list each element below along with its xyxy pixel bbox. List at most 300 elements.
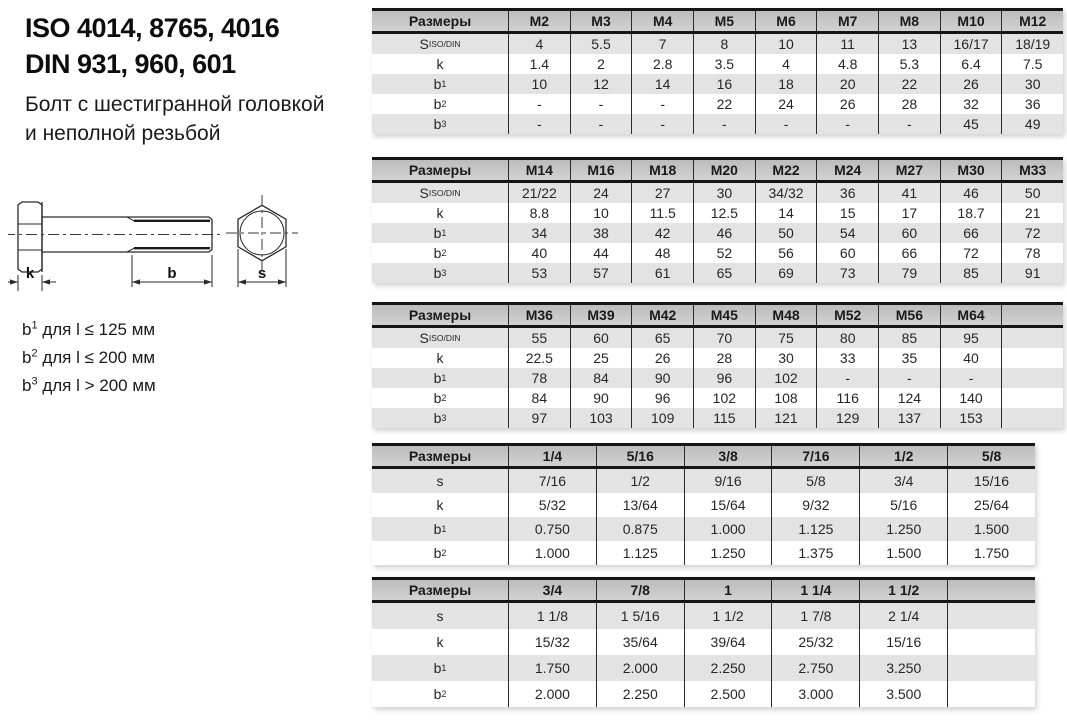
value-cell: 85 — [878, 328, 940, 348]
row-label: k — [436, 634, 444, 650]
column-header-M10: M10 — [940, 11, 1002, 31]
value-cell: - — [508, 94, 570, 114]
value-cell: 10 — [570, 203, 632, 223]
value-cell: 66 — [940, 223, 1002, 243]
value-cell: 103 — [570, 408, 632, 428]
value-cell: 40 — [508, 243, 570, 263]
table-row — [372, 203, 1063, 223]
column-header-1: 1 — [684, 580, 772, 600]
column-header-M2: M2 — [508, 11, 570, 31]
value-cell: 72 — [940, 243, 1002, 263]
value-cell: 9/32 — [771, 493, 859, 517]
value-cell: - — [816, 368, 878, 388]
value-cell-empty — [1001, 348, 1063, 368]
value-cell: 1.750 — [947, 541, 1035, 565]
bolt-technical-drawing — [8, 185, 323, 315]
iso-standards-line: ISO 4014, 8765, 4016 — [25, 13, 280, 43]
table-row — [372, 183, 1063, 203]
table-row — [372, 629, 1035, 655]
value-cell: 1/2 — [596, 469, 684, 493]
value-cell: 16 — [693, 74, 755, 94]
value-cell: 73 — [816, 263, 878, 283]
table-row — [372, 408, 1063, 428]
value-cell: 1 1/2 — [684, 603, 772, 629]
value-cell: 21/22 — [508, 183, 570, 203]
value-cell: 36 — [816, 183, 878, 203]
table-row — [372, 469, 1035, 493]
value-cell: 38 — [570, 223, 632, 243]
value-cell: 78 — [1001, 243, 1063, 263]
description-line-1: Болт с шестигранной головкой — [25, 93, 325, 116]
value-cell: 2.250 — [596, 681, 684, 707]
value-cell: 25 — [570, 348, 632, 368]
value-cell: 61 — [631, 263, 693, 283]
column-header-1-2: 1/2 — [859, 446, 947, 466]
value-cell: 45 — [940, 114, 1002, 134]
column-header-M7: M7 — [816, 11, 878, 31]
table-row — [372, 681, 1035, 707]
value-cell: 2 1/4 — [859, 603, 947, 629]
column-header-M36: M36 — [508, 305, 570, 325]
value-cell: 60 — [816, 243, 878, 263]
value-cell: 12 — [570, 74, 632, 94]
value-cell: 15/16 — [859, 629, 947, 655]
value-cell: 1.125 — [596, 541, 684, 565]
value-cell-empty — [1001, 388, 1063, 408]
row-label: b 2 — [433, 245, 447, 261]
value-cell: 79 — [878, 263, 940, 283]
value-cell: 84 — [570, 368, 632, 388]
column-header-M6: M6 — [755, 11, 817, 31]
row-label: b 1 — [433, 370, 447, 386]
value-cell: 1.375 — [771, 541, 859, 565]
value-cell: 1.500 — [947, 517, 1035, 541]
value-cell: - — [878, 114, 940, 134]
value-cell: 3.250 — [859, 655, 947, 681]
table-row — [372, 517, 1035, 541]
column-header-M20: M20 — [693, 160, 755, 180]
value-cell: 40 — [940, 348, 1002, 368]
table-row — [372, 114, 1063, 134]
table-row — [372, 34, 1063, 54]
b-dimension — [132, 255, 212, 287]
value-cell: 21 — [1001, 203, 1063, 223]
footnote-b2: $b^2$ для l ≤ 200 мм — [22, 347, 156, 367]
value-cell: 46 — [693, 223, 755, 243]
k-dimension — [8, 265, 56, 291]
value-cell: 65 — [631, 328, 693, 348]
value-cell: 1.750 — [508, 655, 596, 681]
value-cell: 95 — [940, 328, 1002, 348]
value-cell: 115 — [693, 408, 755, 428]
value-cell: 15/32 — [508, 629, 596, 655]
value-cell: 5/8 — [771, 469, 859, 493]
table-row — [372, 541, 1035, 565]
value-cell: 54 — [816, 223, 878, 243]
column-header-M14: M14 — [508, 160, 570, 180]
column-header-M18: M18 — [631, 160, 693, 180]
value-cell: 8 — [693, 34, 755, 54]
value-cell: 3/4 — [859, 469, 947, 493]
value-cell: 14 — [631, 74, 693, 94]
row-label: b 3 — [433, 265, 447, 281]
value-cell: 97 — [508, 408, 570, 428]
value-cell: 5.5 — [570, 34, 632, 54]
dimensions-table-metric-m14-m33 — [372, 157, 1063, 283]
column-header-M56: M56 — [878, 305, 940, 325]
value-cell: 13/64 — [596, 493, 684, 517]
column-header-M30: M30 — [940, 160, 1002, 180]
value-cell: 3.5 — [693, 54, 755, 74]
k-dimension-label: k — [25, 265, 35, 282]
value-cell: - — [816, 114, 878, 134]
table-header-row — [372, 446, 1035, 469]
value-cell: 109 — [631, 408, 693, 428]
value-cell: 8.8 — [508, 203, 570, 223]
value-cell: 2 — [570, 54, 632, 74]
value-cell: 17 — [878, 203, 940, 223]
value-cell: 26 — [631, 348, 693, 368]
value-cell: 15/64 — [684, 493, 772, 517]
dimensions-table-metric-m2-m12 — [372, 8, 1063, 134]
value-cell: 34 — [508, 223, 570, 243]
sizes-header-cell: Размеры — [408, 13, 472, 29]
value-cell-empty — [1001, 408, 1063, 428]
value-cell: 56 — [755, 243, 817, 263]
value-cell: 66 — [878, 243, 940, 263]
value-cell: 30 — [755, 348, 817, 368]
value-cell: 33 — [816, 348, 878, 368]
value-cell: 53 — [508, 263, 570, 283]
value-cell: 116 — [816, 388, 878, 408]
column-header-1-4: 1/4 — [508, 446, 596, 466]
value-cell: 18.7 — [940, 203, 1002, 223]
value-cell: - — [693, 114, 755, 134]
value-cell: 137 — [878, 408, 940, 428]
value-cell: 5/16 — [859, 493, 947, 517]
value-cell: 108 — [755, 388, 817, 408]
value-cell-empty — [1001, 328, 1063, 348]
table-row — [372, 388, 1063, 408]
value-cell: 48 — [631, 243, 693, 263]
value-cell: 26 — [940, 74, 1002, 94]
column-header-M27: M27 — [878, 160, 940, 180]
value-cell: 6.4 — [940, 54, 1002, 74]
row-label: b 1 — [433, 76, 447, 92]
value-cell: 4 — [755, 54, 817, 74]
column-header-M22: M22 — [755, 160, 817, 180]
value-cell: 35/64 — [596, 629, 684, 655]
value-cell: 4 — [508, 34, 570, 54]
value-cell-empty — [1001, 368, 1063, 388]
column-header-M12: M12 — [1001, 11, 1063, 31]
value-cell: 65 — [693, 263, 755, 283]
sizes-header-cell: Размеры — [408, 162, 472, 178]
value-cell: 75 — [755, 328, 817, 348]
value-cell-empty — [947, 603, 1035, 629]
sizes-header-cell: Размеры — [408, 307, 472, 323]
row-label: k — [436, 497, 444, 513]
value-cell: 7/16 — [508, 469, 596, 493]
row-label: b 2 — [433, 96, 447, 112]
value-cell: 44 — [570, 243, 632, 263]
column-header-empty — [1001, 305, 1063, 325]
value-cell: 11.5 — [631, 203, 693, 223]
column-header-M33: M33 — [1001, 160, 1063, 180]
sizes-header-cell: Размеры — [408, 448, 472, 464]
value-cell: - — [570, 94, 632, 114]
value-cell-empty — [947, 655, 1035, 681]
s-dimension-label: s — [257, 265, 267, 282]
value-cell: 22 — [693, 94, 755, 114]
value-cell: 85 — [940, 263, 1002, 283]
column-header-M52: M52 — [816, 305, 878, 325]
value-cell: 15/16 — [947, 469, 1035, 493]
value-cell: 1.250 — [859, 517, 947, 541]
value-cell: 0.875 — [596, 517, 684, 541]
column-header-M3: M3 — [570, 11, 632, 31]
value-cell: 16/17 — [940, 34, 1002, 54]
value-cell: - — [508, 114, 570, 134]
value-cell: 5/32 — [508, 493, 596, 517]
row-label: b 1 — [433, 521, 447, 537]
dimensions-table-inch-large — [372, 577, 1035, 707]
value-cell: 78 — [508, 368, 570, 388]
row-label: S ISO/DIN — [419, 330, 461, 346]
row-label: b 2 — [433, 390, 447, 406]
value-cell: 90 — [570, 388, 632, 408]
value-cell: 124 — [878, 388, 940, 408]
value-cell: 42 — [631, 223, 693, 243]
value-cell: 28 — [693, 348, 755, 368]
row-label: s — [436, 473, 444, 489]
value-cell: 1 1/8 — [508, 603, 596, 629]
value-cell: 1.125 — [771, 517, 859, 541]
value-cell: 20 — [816, 74, 878, 94]
row-label: b 1 — [433, 225, 447, 241]
column-header-1-1-2: 1 1/2 — [859, 580, 947, 600]
value-cell: 3.000 — [771, 681, 859, 707]
value-cell: - — [631, 94, 693, 114]
value-cell-empty — [947, 681, 1035, 707]
value-cell: 91 — [1001, 263, 1063, 283]
value-cell: 30 — [693, 183, 755, 203]
product-description — [25, 90, 324, 148]
value-cell: 22 — [878, 74, 940, 94]
bolt-head-end-view — [226, 195, 298, 271]
value-cell: 2.250 — [684, 655, 772, 681]
value-cell: 46 — [940, 183, 1002, 203]
table-header-row — [372, 305, 1063, 328]
row-label: S ISO/DIN — [419, 36, 461, 52]
value-cell: 57 — [570, 263, 632, 283]
value-cell: 5.3 — [878, 54, 940, 74]
value-cell: 26 — [816, 94, 878, 114]
row-label: k — [436, 350, 444, 366]
din-standards-line: DIN 931, 960, 601 — [25, 49, 236, 79]
value-cell: 2.000 — [596, 655, 684, 681]
table-row — [372, 603, 1035, 629]
value-cell: 1 7/8 — [771, 603, 859, 629]
column-header-M42: M42 — [631, 305, 693, 325]
column-header-3-8: 3/8 — [684, 446, 772, 466]
column-header-7-8: 7/8 — [596, 580, 684, 600]
value-cell: 27 — [631, 183, 693, 203]
value-cell: - — [878, 368, 940, 388]
column-header-1-1-4: 1 1/4 — [771, 580, 859, 600]
footnote-b3: $b^3$ для l > 200 мм — [22, 375, 156, 395]
value-cell: 50 — [1001, 183, 1063, 203]
table-row — [372, 243, 1063, 263]
value-cell: 1 5/16 — [596, 603, 684, 629]
table-row — [372, 54, 1063, 74]
footnote-b1: $b^1$ для l ≤ 125 мм — [22, 319, 156, 339]
value-cell: 3.500 — [859, 681, 947, 707]
value-cell: 69 — [755, 263, 817, 283]
value-cell: 1.000 — [684, 517, 772, 541]
value-cell: 2.000 — [508, 681, 596, 707]
value-cell: 25/32 — [771, 629, 859, 655]
table-row — [372, 368, 1063, 388]
row-label: s — [436, 608, 444, 624]
value-cell: 60 — [570, 328, 632, 348]
value-cell: 28 — [878, 94, 940, 114]
value-cell: 2.500 — [684, 681, 772, 707]
value-cell: 39/64 — [684, 629, 772, 655]
column-header-3-4: 3/4 — [508, 580, 596, 600]
value-cell: - — [940, 368, 1002, 388]
row-label: k — [436, 56, 444, 72]
column-header-empty — [947, 580, 1035, 600]
row-label: b 3 — [433, 410, 447, 426]
table-row — [372, 74, 1063, 94]
sizes-header-cell: Размеры — [408, 582, 472, 598]
dimensions-table-inch-small — [372, 443, 1035, 565]
table-row — [372, 263, 1063, 283]
value-cell: 96 — [693, 368, 755, 388]
value-cell: 1.4 — [508, 54, 570, 74]
value-cell: - — [755, 114, 817, 134]
value-cell: 2.8 — [631, 54, 693, 74]
bolt-head-side-view — [18, 202, 42, 272]
value-cell: 52 — [693, 243, 755, 263]
value-cell: 121 — [755, 408, 817, 428]
row-label: b 2 — [433, 686, 447, 702]
column-header-M16: M16 — [570, 160, 632, 180]
value-cell: 55 — [508, 328, 570, 348]
value-cell: 0.750 — [508, 517, 596, 541]
value-cell: 50 — [755, 223, 817, 243]
row-label: b 1 — [433, 660, 447, 676]
column-header-M48: M48 — [755, 305, 817, 325]
value-cell: 140 — [940, 388, 1002, 408]
value-cell: 96 — [631, 388, 693, 408]
column-header-5-8: 5/8 — [947, 446, 1035, 466]
value-cell: 90 — [631, 368, 693, 388]
column-header-M8: M8 — [878, 11, 940, 31]
value-cell: 80 — [816, 328, 878, 348]
value-cell: 9/16 — [684, 469, 772, 493]
value-cell: 4.8 — [816, 54, 878, 74]
table-header-row — [372, 160, 1063, 183]
value-cell: 12.5 — [693, 203, 755, 223]
standards-title — [25, 10, 279, 82]
value-cell: 10 — [755, 34, 817, 54]
table-row — [372, 655, 1035, 681]
table-header-row — [372, 580, 1035, 603]
value-cell: 84 — [508, 388, 570, 408]
thread-length-footnotes — [22, 316, 156, 400]
value-cell: 153 — [940, 408, 1002, 428]
value-cell: 32 — [940, 94, 1002, 114]
value-cell: - — [631, 114, 693, 134]
value-cell: 7 — [631, 34, 693, 54]
column-header-M24: M24 — [816, 160, 878, 180]
value-cell: 34/32 — [755, 183, 817, 203]
value-cell: 18 — [755, 74, 817, 94]
value-cell: 41 — [878, 183, 940, 203]
column-header-M5: M5 — [693, 11, 755, 31]
table-header-row — [372, 11, 1063, 34]
value-cell: 36 — [1001, 94, 1063, 114]
value-cell: 30 — [1001, 74, 1063, 94]
value-cell: 22.5 — [508, 348, 570, 368]
value-cell: 49 — [1001, 114, 1063, 134]
table-row — [372, 223, 1063, 243]
description-line-2: и неполной резьбой — [25, 122, 221, 145]
value-cell: 24 — [570, 183, 632, 203]
value-cell: 72 — [1001, 223, 1063, 243]
value-cell: 13 — [878, 34, 940, 54]
value-cell: 10 — [508, 74, 570, 94]
column-header-M64: M64 — [940, 305, 1002, 325]
value-cell: 24 — [755, 94, 817, 114]
value-cell: 11 — [816, 34, 878, 54]
column-header-5-16: 5/16 — [596, 446, 684, 466]
value-cell: 18/19 — [1001, 34, 1063, 54]
value-cell: 1.250 — [684, 541, 772, 565]
column-header-M4: M4 — [631, 11, 693, 31]
row-label: b 3 — [433, 116, 447, 132]
row-label: S ISO/DIN — [419, 185, 461, 201]
column-header-7-16: 7/16 — [771, 446, 859, 466]
value-cell: 102 — [755, 368, 817, 388]
value-cell: 35 — [878, 348, 940, 368]
value-cell: 2.750 — [771, 655, 859, 681]
value-cell: 14 — [755, 203, 817, 223]
value-cell-empty — [947, 629, 1035, 655]
value-cell: 70 — [693, 328, 755, 348]
value-cell: 129 — [816, 408, 878, 428]
value-cell: 102 — [693, 388, 755, 408]
row-label: k — [436, 205, 444, 221]
value-cell: 1.500 — [859, 541, 947, 565]
table-row — [372, 328, 1063, 348]
table-row — [372, 348, 1063, 368]
table-row — [372, 493, 1035, 517]
table-row — [372, 94, 1063, 114]
b-dimension-label: b — [167, 265, 177, 282]
value-cell: 15 — [816, 203, 878, 223]
row-label: b 2 — [433, 545, 447, 561]
value-cell: 7.5 — [1001, 54, 1063, 74]
value-cell: - — [570, 114, 632, 134]
value-cell: 1.000 — [508, 541, 596, 565]
value-cell: 60 — [878, 223, 940, 243]
value-cell: 25/64 — [947, 493, 1035, 517]
column-header-M39: M39 — [570, 305, 632, 325]
column-header-M45: M45 — [693, 305, 755, 325]
